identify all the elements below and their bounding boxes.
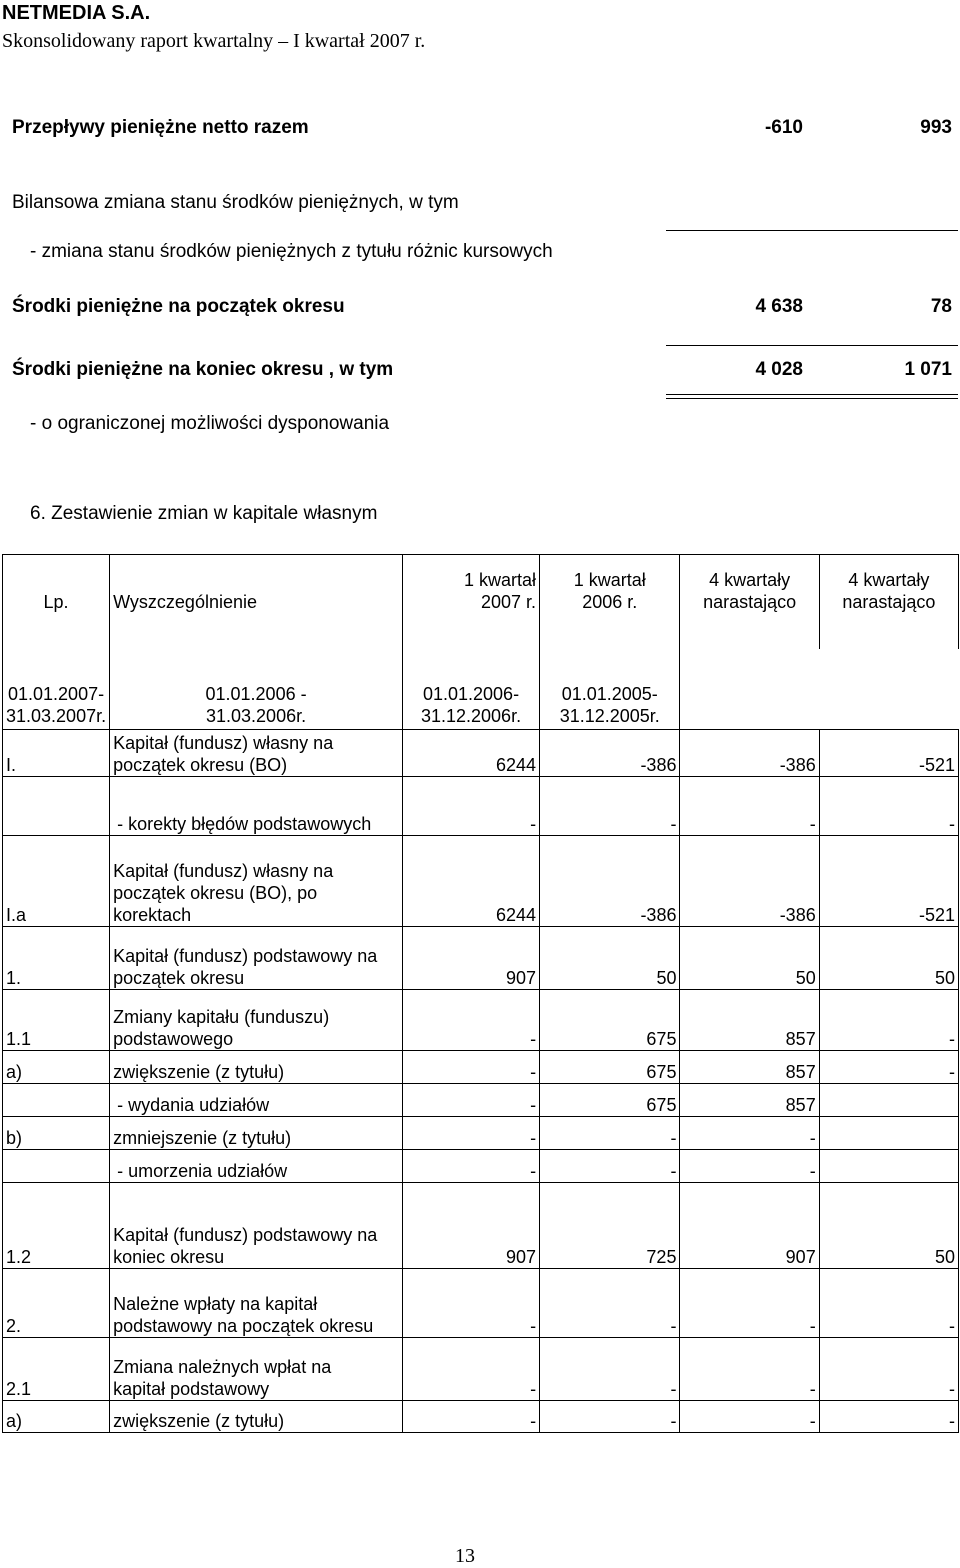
header-col-1 — [403, 555, 540, 650]
row-value-col-2: - — [540, 1338, 680, 1401]
row-lp: 1.2 — [3, 1183, 110, 1269]
row-value-col-4: 50 — [819, 927, 958, 990]
row-value-col-3: 50 — [680, 927, 819, 990]
table-row — [3, 1084, 959, 1117]
row-value-col-4: - — [819, 1051, 958, 1084]
row-description-line: Należne wpłaty na kapitał — [113, 1294, 318, 1314]
row-value-col-4: -521 — [819, 730, 958, 777]
row-description-line: zmniejszenie (z tytułu) — [113, 1128, 292, 1148]
row-value-col-4: - — [819, 1269, 958, 1338]
header-description: Wyszczególnienie — [110, 555, 403, 650]
date-range-col-3-line-1: 01.01.2006- — [422, 684, 520, 704]
table-row — [3, 1150, 959, 1183]
row-value-col-2: - — [540, 1117, 680, 1150]
row-lp: 2.1 — [3, 1338, 110, 1401]
row-description-line: - korekty błędów podstawowych — [117, 814, 372, 834]
row-value-col-2: 675 — [540, 1051, 680, 1084]
row-description-line: Zmiany kapitału (funduszu) — [113, 1007, 330, 1027]
row-value-col-4 — [819, 1117, 958, 1150]
row-value-col-2: - — [540, 777, 680, 836]
row-description — [110, 730, 403, 777]
company-name: NETMEDIA S.A. — [2, 2, 151, 24]
row-value-col-1: - — [403, 777, 540, 836]
row-value-col-2: -386 — [540, 836, 680, 927]
header-col-2-line-1: 1 kwartał — [573, 570, 646, 590]
row-value-col-2: 675 — [540, 1084, 680, 1117]
table-header-row — [3, 555, 959, 650]
row-description-line: - umorzenia udziałów — [117, 1161, 288, 1181]
row-lp — [3, 1150, 110, 1183]
row-lp — [3, 777, 110, 836]
closing-cash-value-1: 4 028 — [755, 359, 803, 380]
row-value-col-1: - — [403, 1117, 540, 1150]
row-value-col-1: - — [403, 1269, 540, 1338]
row-lp: 2. — [3, 1269, 110, 1338]
header-col-4-line-2: narastająco — [842, 592, 936, 612]
row-value-col-1: - — [403, 1401, 540, 1433]
net-cashflow-label: Przepływy pieniężne netto razem — [12, 117, 309, 138]
row-lp: 1.1 — [3, 990, 110, 1051]
row-description-line: zwiększenie (z tytułu) — [113, 1411, 285, 1431]
row-value-col-1: 907 — [403, 927, 540, 990]
row-value-col-1: - — [403, 1338, 540, 1401]
row-description — [110, 990, 403, 1051]
row-description-line: początek okresu — [113, 968, 245, 988]
row-description-line: koniec okresu — [113, 1247, 225, 1267]
row-value-col-2: 675 — [540, 990, 680, 1051]
header-col-4 — [819, 555, 958, 650]
header-col-1-line-1: 1 kwartał — [464, 570, 537, 590]
row-value-col-4: - — [819, 777, 958, 836]
net-cashflow-value-1: -610 — [764, 117, 803, 138]
row-lp — [3, 1084, 110, 1117]
row-description — [110, 836, 403, 927]
row-value-col-2: - — [540, 1269, 680, 1338]
row-value-col-1: 907 — [403, 1183, 540, 1269]
date-range-col-2-line-1: 01.01.2006 - — [205, 684, 307, 704]
subtotal-line — [666, 230, 958, 231]
closing-cash-value-2: 1 071 — [904, 359, 952, 380]
table-row — [3, 1051, 959, 1084]
table-row — [3, 1117, 959, 1150]
table-row — [3, 1269, 959, 1338]
row-description-line: początek okresu (BO) — [113, 755, 288, 775]
row-value-col-4: 50 — [819, 1183, 958, 1269]
table-row — [3, 1401, 959, 1433]
header-col-4-line-1: 4 kwartały — [848, 570, 930, 590]
row-lp: I. — [3, 730, 110, 777]
net-cashflow-value-2: 993 — [920, 117, 952, 138]
row-description-line: Kapitał (fundusz) podstawowy na — [113, 946, 378, 966]
row-description-line: - wydania udziałów — [117, 1095, 270, 1115]
row-value-col-3: - — [680, 1117, 819, 1150]
row-value-col-3: - — [680, 1401, 819, 1433]
page-number: 13 — [455, 1545, 475, 1567]
date-range-col-1 — [3, 649, 110, 730]
row-value-col-2: 50 — [540, 927, 680, 990]
opening-cash-value-1: 4 638 — [755, 296, 803, 317]
header-lp: Lp. — [3, 555, 110, 650]
row-description — [110, 1269, 403, 1338]
table-row — [3, 1338, 959, 1401]
row-value-col-1: - — [403, 1084, 540, 1117]
row-lp: I.a — [3, 836, 110, 927]
row-value-col-3: -386 — [680, 730, 819, 777]
date-range-col-4-line-1: 01.01.2005- — [561, 684, 658, 704]
date-range-col-1-line-1: 01.01.2007- — [8, 684, 105, 704]
row-value-col-3: - — [680, 1338, 819, 1401]
row-description-line: zwiększenie (z tytułu) — [113, 1062, 285, 1082]
equity-changes-table — [2, 554, 959, 1433]
table-row — [3, 1183, 959, 1269]
row-value-col-3: -386 — [680, 836, 819, 927]
row-description-line: Kapitał (fundusz) własny na — [113, 861, 334, 881]
row-description — [110, 927, 403, 990]
opening-cash-label: Środki pieniężne na początek okresu — [12, 296, 345, 317]
row-description-line: Kapitał (fundusz) własny na — [113, 733, 334, 753]
row-value-col-1: 6244 — [403, 730, 540, 777]
row-lp: a) — [3, 1401, 110, 1433]
row-value-col-3: 857 — [680, 1084, 819, 1117]
report-subtitle: Skonsolidowany raport kwartalny – I kwartał 2007 r. — [2, 30, 426, 52]
table-row — [3, 730, 959, 777]
header-col-3-line-1: 4 kwartały — [709, 570, 791, 590]
row-value-col-4: - — [819, 1401, 958, 1433]
row-description — [110, 777, 403, 836]
table-row — [3, 990, 959, 1051]
date-range-col-4-line-2: 31.12.2005r. — [559, 706, 660, 726]
date-range-col-3 — [403, 649, 540, 730]
table-row — [3, 777, 959, 836]
opening-cash-value-2: 78 — [930, 296, 952, 317]
row-value-col-4: - — [819, 1338, 958, 1401]
row-description — [110, 1401, 403, 1433]
header-col-3-line-2: narastająco — [703, 592, 797, 612]
balance-change-label: Bilansowa zmiana stanu środków pieniężnych, w tym — [12, 192, 459, 213]
row-value-col-4 — [819, 1084, 958, 1117]
row-value-col-3: - — [680, 777, 819, 836]
row-value-col-3: - — [680, 1150, 819, 1183]
date-range-col-2 — [110, 649, 403, 730]
section-title: 6. Zestawienie zmian w kapitale własnym — [30, 503, 378, 524]
header-col-2 — [540, 555, 680, 650]
row-lp: a) — [3, 1051, 110, 1084]
header-col-1-line-2: 2007 r. — [481, 592, 537, 612]
closing-cash-label: Środki pieniężne na koniec okresu , w tym — [12, 359, 394, 380]
table-row — [3, 836, 959, 927]
date-range-col-2-line-2: 31.03.2006r. — [206, 706, 307, 726]
table-row — [3, 927, 959, 990]
row-lp: b) — [3, 1117, 110, 1150]
row-description — [110, 1117, 403, 1150]
date-range-row — [3, 649, 959, 730]
restricted-cash-label: - o ograniczonej możliwości dysponowania — [30, 413, 390, 434]
date-range-col-4 — [540, 649, 680, 730]
row-value-col-2: - — [540, 1401, 680, 1433]
row-description — [110, 1338, 403, 1401]
date-range-col-1-line-2: 31.03.2007r. — [6, 706, 107, 726]
row-description — [110, 1183, 403, 1269]
row-value-col-4: - — [819, 990, 958, 1051]
row-value-col-2: -386 — [540, 730, 680, 777]
row-description — [110, 1084, 403, 1117]
row-value-col-3: 907 — [680, 1183, 819, 1269]
row-description-line: początek okresu (BO), po — [113, 883, 318, 903]
row-description — [110, 1150, 403, 1183]
row-lp: 1. — [3, 927, 110, 990]
row-description-line: Kapitał (fundusz) podstawowy na — [113, 1225, 378, 1245]
row-value-col-3: - — [680, 1269, 819, 1338]
header-col-3 — [680, 555, 819, 650]
row-value-col-1: - — [403, 1051, 540, 1084]
date-range-col-3-line-2: 31.12.2006r. — [420, 706, 522, 726]
row-description-line: Zmiana należnych wpłat na — [113, 1357, 332, 1377]
row-description-line: korektach — [113, 905, 192, 925]
row-description-line: kapitał podstawowy — [113, 1379, 270, 1399]
row-value-col-1: - — [403, 1150, 540, 1183]
row-description — [110, 1051, 403, 1084]
fx-change-label: - zmiana stanu środków pieniężnych z tytułu różnic kursowych — [30, 241, 553, 262]
row-description-line: podstawowego — [113, 1029, 234, 1049]
total-double-line — [666, 394, 958, 399]
row-description-line: podstawowy na początek okresu — [113, 1316, 374, 1336]
row-value-col-3: 857 — [680, 1051, 819, 1084]
row-value-col-3: 857 — [680, 990, 819, 1051]
row-value-col-2: 725 — [540, 1183, 680, 1269]
subtotal-line — [666, 345, 958, 346]
row-value-col-1: - — [403, 990, 540, 1051]
header-col-2-line-2: 2006 r. — [582, 592, 638, 612]
row-value-col-1: 6244 — [403, 836, 540, 927]
row-value-col-4: -521 — [819, 836, 958, 927]
row-value-col-2: - — [540, 1150, 680, 1183]
row-value-col-4 — [819, 1150, 958, 1183]
